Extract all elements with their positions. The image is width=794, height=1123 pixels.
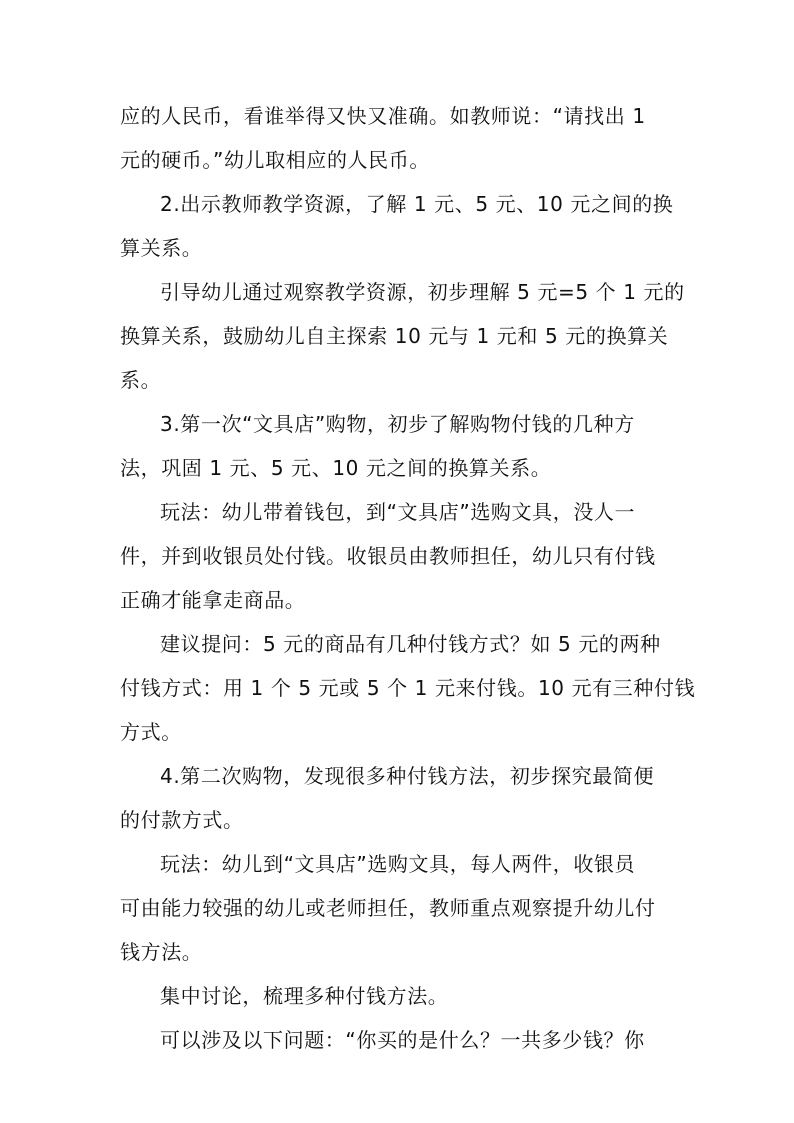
text-line: 钱方法。 xyxy=(120,940,203,964)
text-line: 2.出示教师教学资源，了解 1 元、5 元、10 元之间的换 xyxy=(160,192,674,216)
text-line: 可以涉及以下问题：“你买的是什么？一共多少钱？你 xyxy=(160,1028,645,1052)
text-line: 付钱方式：用 1 个 5 元或 5 个 1 元来付钱。10 元有三种付钱 xyxy=(120,676,696,700)
text-line: 可由能力较强的幼儿或老师担任，教师重点观察提升幼儿付 xyxy=(120,896,656,920)
text-line: 方式。 xyxy=(120,720,182,744)
text-line: 建议提问：5 元的商品有几种付钱方式？如 5 元的两种 xyxy=(160,632,661,656)
text-line: 系。 xyxy=(120,368,162,392)
text-line: 3.第一次“文具店”购物，初步了解购物付钱的几种方 xyxy=(160,412,635,436)
text-line: 引导幼儿通过观察教学资源，初步理解 5 元=5 个 1 元的 xyxy=(160,280,685,304)
text-line: 玩法：幼儿到“文具店”选购文具，每人两件，收银员 xyxy=(160,852,636,876)
text-line: 件，并到收银员处付钱。收银员由教师担任，幼儿只有付钱 xyxy=(120,544,656,568)
text-line: 换算关系，鼓励幼儿自主探索 10 元与 1 元和 5 元的换算关 xyxy=(120,324,669,348)
text-line: 元的硬币。”幼儿取相应的人民币。 xyxy=(120,148,430,172)
text-line: 玩法：幼儿带着钱包，到“文具店”选购文具，没人一 xyxy=(160,500,636,524)
text-line: 应的人民币，看谁举得又快又准确。如教师说：“请找出 1 xyxy=(120,104,646,128)
text-line: 法，巩固 1 元、5 元、10 元之间的换算关系。 xyxy=(120,456,552,480)
text-line: 的付款方式。 xyxy=(120,808,244,832)
text-line: 正确才能拿走商品。 xyxy=(120,588,306,612)
text-line: 4.第二次购物，发现很多种付钱方法，初步探究最简便 xyxy=(160,764,655,788)
text-line: 集中讨论，梳理多种付钱方法。 xyxy=(160,984,449,1008)
text-line: 算关系。 xyxy=(120,236,203,260)
